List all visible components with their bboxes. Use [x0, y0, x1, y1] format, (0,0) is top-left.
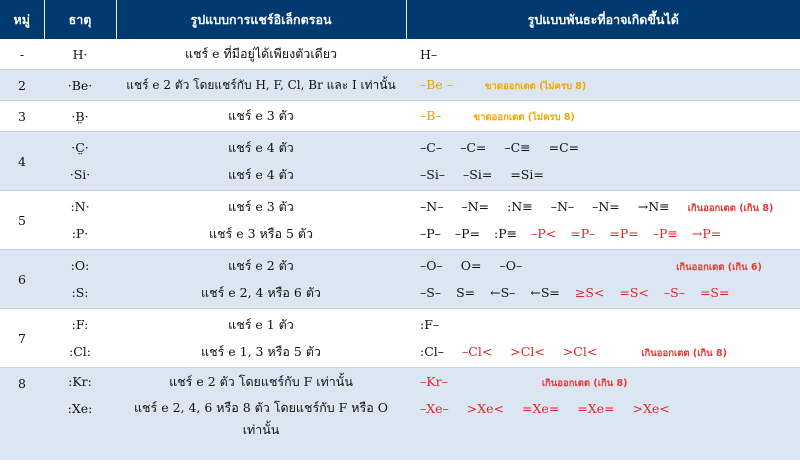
- octet-note: เกินออกเตต (เกิน 6): [676, 262, 762, 273]
- bond-form: =C=: [548, 140, 580, 155]
- sharing-text: แชร์ e 4 ตัว: [228, 167, 294, 182]
- element-cell: [44, 191, 116, 250]
- bond-form: >Xe<: [632, 401, 670, 416]
- header-sharing: รูปแบบการแชร์อิเล็กตรอน: [116, 0, 406, 39]
- bond-form: =P=: [609, 226, 639, 241]
- group-cell: 5: [0, 191, 44, 250]
- bond-form: ←S=: [530, 285, 560, 300]
- element-symbol: ·Si·: [69, 167, 91, 182]
- bond-form: –B–: [420, 107, 442, 123]
- bond-form: :F–: [420, 317, 440, 332]
- bonding-cell: [406, 70, 800, 101]
- table-row: [0, 70, 800, 101]
- bonding-cell: [406, 39, 800, 70]
- bond-line: [420, 161, 800, 188]
- bond-form: –C–: [420, 140, 443, 155]
- element-symbol: :S:: [71, 285, 89, 300]
- sharing-text: แชร์ e 2 ตัว โดยแชร์กับ F เท่านั้น: [169, 374, 353, 389]
- sharing-text: แชร์ e 2, 4, 6 หรือ 8 ตัว โดยแชร์กับ F หรือ O เท่านั้น: [133, 400, 388, 437]
- element-cell: [44, 132, 116, 191]
- bond-form: :Cl–: [420, 344, 445, 359]
- sharing-cell: [116, 250, 406, 309]
- sharing-cell: แชร์ e 3 ตัว: [116, 101, 406, 132]
- element-symbol: :Xe:: [67, 401, 93, 416]
- bonding-cell: [406, 191, 800, 250]
- bond-form: :P≡: [494, 226, 518, 241]
- bond-form: –O–: [499, 258, 523, 273]
- octet-note: เกินออกเตต (เกิน 8): [641, 348, 727, 359]
- octet-note: ขาดออกเตต (ไม่ครบ 8): [485, 80, 587, 92]
- octet-note: ขาดออกเตต (ไม่ครบ 8): [473, 111, 575, 123]
- bond-form: ←S–: [490, 285, 516, 300]
- element-cell: [44, 250, 116, 309]
- bond-form: –Xe–: [420, 401, 449, 416]
- bond-line: [420, 338, 800, 365]
- bond-form: –P=: [454, 226, 481, 241]
- bond-form: –Si–: [420, 167, 446, 182]
- element-symbol: :O:: [70, 258, 90, 273]
- element-symbol: :P·: [71, 226, 89, 241]
- sharing-cell: แชร์ e ที่มีอยู่ได้เพียงตัวเดียว: [184, 46, 338, 61]
- sharing-text: แชร์ e 2, 4 หรือ 6 ตัว: [201, 285, 321, 300]
- table-row: [0, 101, 800, 132]
- table-row: [0, 191, 800, 250]
- bond-form: =Si=: [510, 167, 544, 182]
- sharing-cell: [116, 132, 406, 191]
- table-row: [0, 368, 800, 461]
- element-cell: ·B̤·: [44, 101, 116, 132]
- bond-form: –O–: [420, 258, 443, 273]
- bond-form: O=: [460, 258, 482, 273]
- bond-form: =P–: [570, 226, 596, 241]
- bond-line: [420, 368, 800, 395]
- table-row: [0, 39, 800, 70]
- bond-form: –Si=: [463, 167, 493, 182]
- group-cell: 2: [0, 70, 44, 101]
- bond-form: –N–: [550, 199, 575, 214]
- element-symbol: :F:: [71, 317, 89, 332]
- bond-form: –C≡: [504, 140, 531, 155]
- bond-form: –N–: [420, 199, 444, 214]
- table-row: [0, 250, 800, 309]
- sharing-text: แชร์ e 1, 3 หรือ 5 ตัว: [201, 344, 321, 359]
- bond-form: →P=: [691, 226, 722, 241]
- element-symbol: ·C̤·: [71, 140, 89, 155]
- bonding-cell: [406, 101, 800, 132]
- bond-form: –Cl<: [462, 344, 493, 359]
- element-cell: ·Be·: [44, 70, 116, 101]
- bond-form: >Cl<: [562, 344, 598, 359]
- bond-form: –P≡: [652, 226, 678, 241]
- element-symbol: :N·: [70, 199, 90, 214]
- bond-form: =Xe=: [577, 401, 615, 416]
- bond-form: –N=: [592, 199, 620, 214]
- bond-form: –Kr–: [420, 374, 448, 389]
- sharing-text: แชร์ e 3 หรือ 5 ตัว: [208, 226, 314, 241]
- group-cell: 7: [0, 309, 44, 368]
- bond-line: [420, 134, 800, 161]
- bond-form: –Be –: [420, 76, 454, 92]
- table-row: [0, 132, 800, 191]
- bond-form: H–: [420, 46, 438, 62]
- group-cell: -: [19, 46, 25, 62]
- bond-line: [420, 311, 800, 338]
- bond-form: ≥S<: [574, 285, 605, 300]
- bonding-cell: [406, 309, 800, 368]
- header-row: [0, 0, 800, 39]
- bond-form: →N≡: [637, 199, 670, 214]
- bond-form: >Xe<: [466, 401, 505, 416]
- sharing-text: แชร์ e 3 ตัว: [228, 199, 294, 214]
- bond-line: [420, 193, 800, 220]
- bond-form: –P<: [531, 226, 557, 241]
- bond-form: –C=: [460, 140, 487, 155]
- bond-form: –N=: [461, 199, 490, 214]
- bond-form: >Cl<: [510, 344, 545, 359]
- bonding-cell: [406, 368, 800, 461]
- sharing-cell: [116, 191, 406, 250]
- bonding-cell: [406, 132, 800, 191]
- bonding-cell: [406, 250, 800, 309]
- group-cell: 4: [0, 132, 44, 191]
- element-cell: H·: [72, 46, 88, 62]
- sharing-text: แชร์ e 4 ตัว: [228, 140, 294, 155]
- bond-line: [420, 252, 800, 279]
- bond-line: [420, 395, 800, 422]
- bond-form: :N≡: [507, 199, 533, 214]
- element-symbol: :Cl:: [69, 344, 91, 359]
- sharing-cell: แชร์ e 2 ตัว โดยแชร์กับ H, F, Cl, Br และ I เท่านั้น: [116, 70, 406, 101]
- sharing-text: แชร์ e 1 ตัว: [228, 317, 294, 332]
- header-element: ธาตุ: [44, 0, 116, 39]
- bond-form: =Xe=: [522, 401, 560, 416]
- group-cell: 6: [0, 250, 44, 309]
- element-cell: [44, 368, 116, 461]
- group-cell: 8: [0, 368, 44, 461]
- bond-line: [420, 220, 800, 247]
- sharing-cell: [116, 309, 406, 368]
- sharing-text: แชร์ e 2 ตัว: [228, 258, 294, 273]
- bond-form: =S=: [699, 285, 730, 300]
- octet-note: เกินออกเตต (เกิน 8): [687, 203, 774, 214]
- bond-form: =S<: [619, 285, 649, 300]
- octet-note: เกินออกเตต (เกิน 8): [541, 378, 628, 389]
- bond-form: –S–: [663, 285, 685, 300]
- element-symbol: :Kr:: [68, 374, 92, 389]
- group-cell: 3: [0, 101, 44, 132]
- bond-form: S=: [456, 285, 476, 300]
- element-cell: [44, 309, 116, 368]
- bond-form: –P–: [420, 226, 441, 241]
- header-bonding: รูปแบบพันธะที่อาจเกิดขึ้นได้: [406, 0, 800, 39]
- table-row: [0, 309, 800, 368]
- header-group: หมู่: [0, 0, 44, 39]
- bond-form: –S–: [420, 285, 442, 300]
- bond-line: [420, 279, 800, 306]
- sharing-cell: [116, 368, 406, 461]
